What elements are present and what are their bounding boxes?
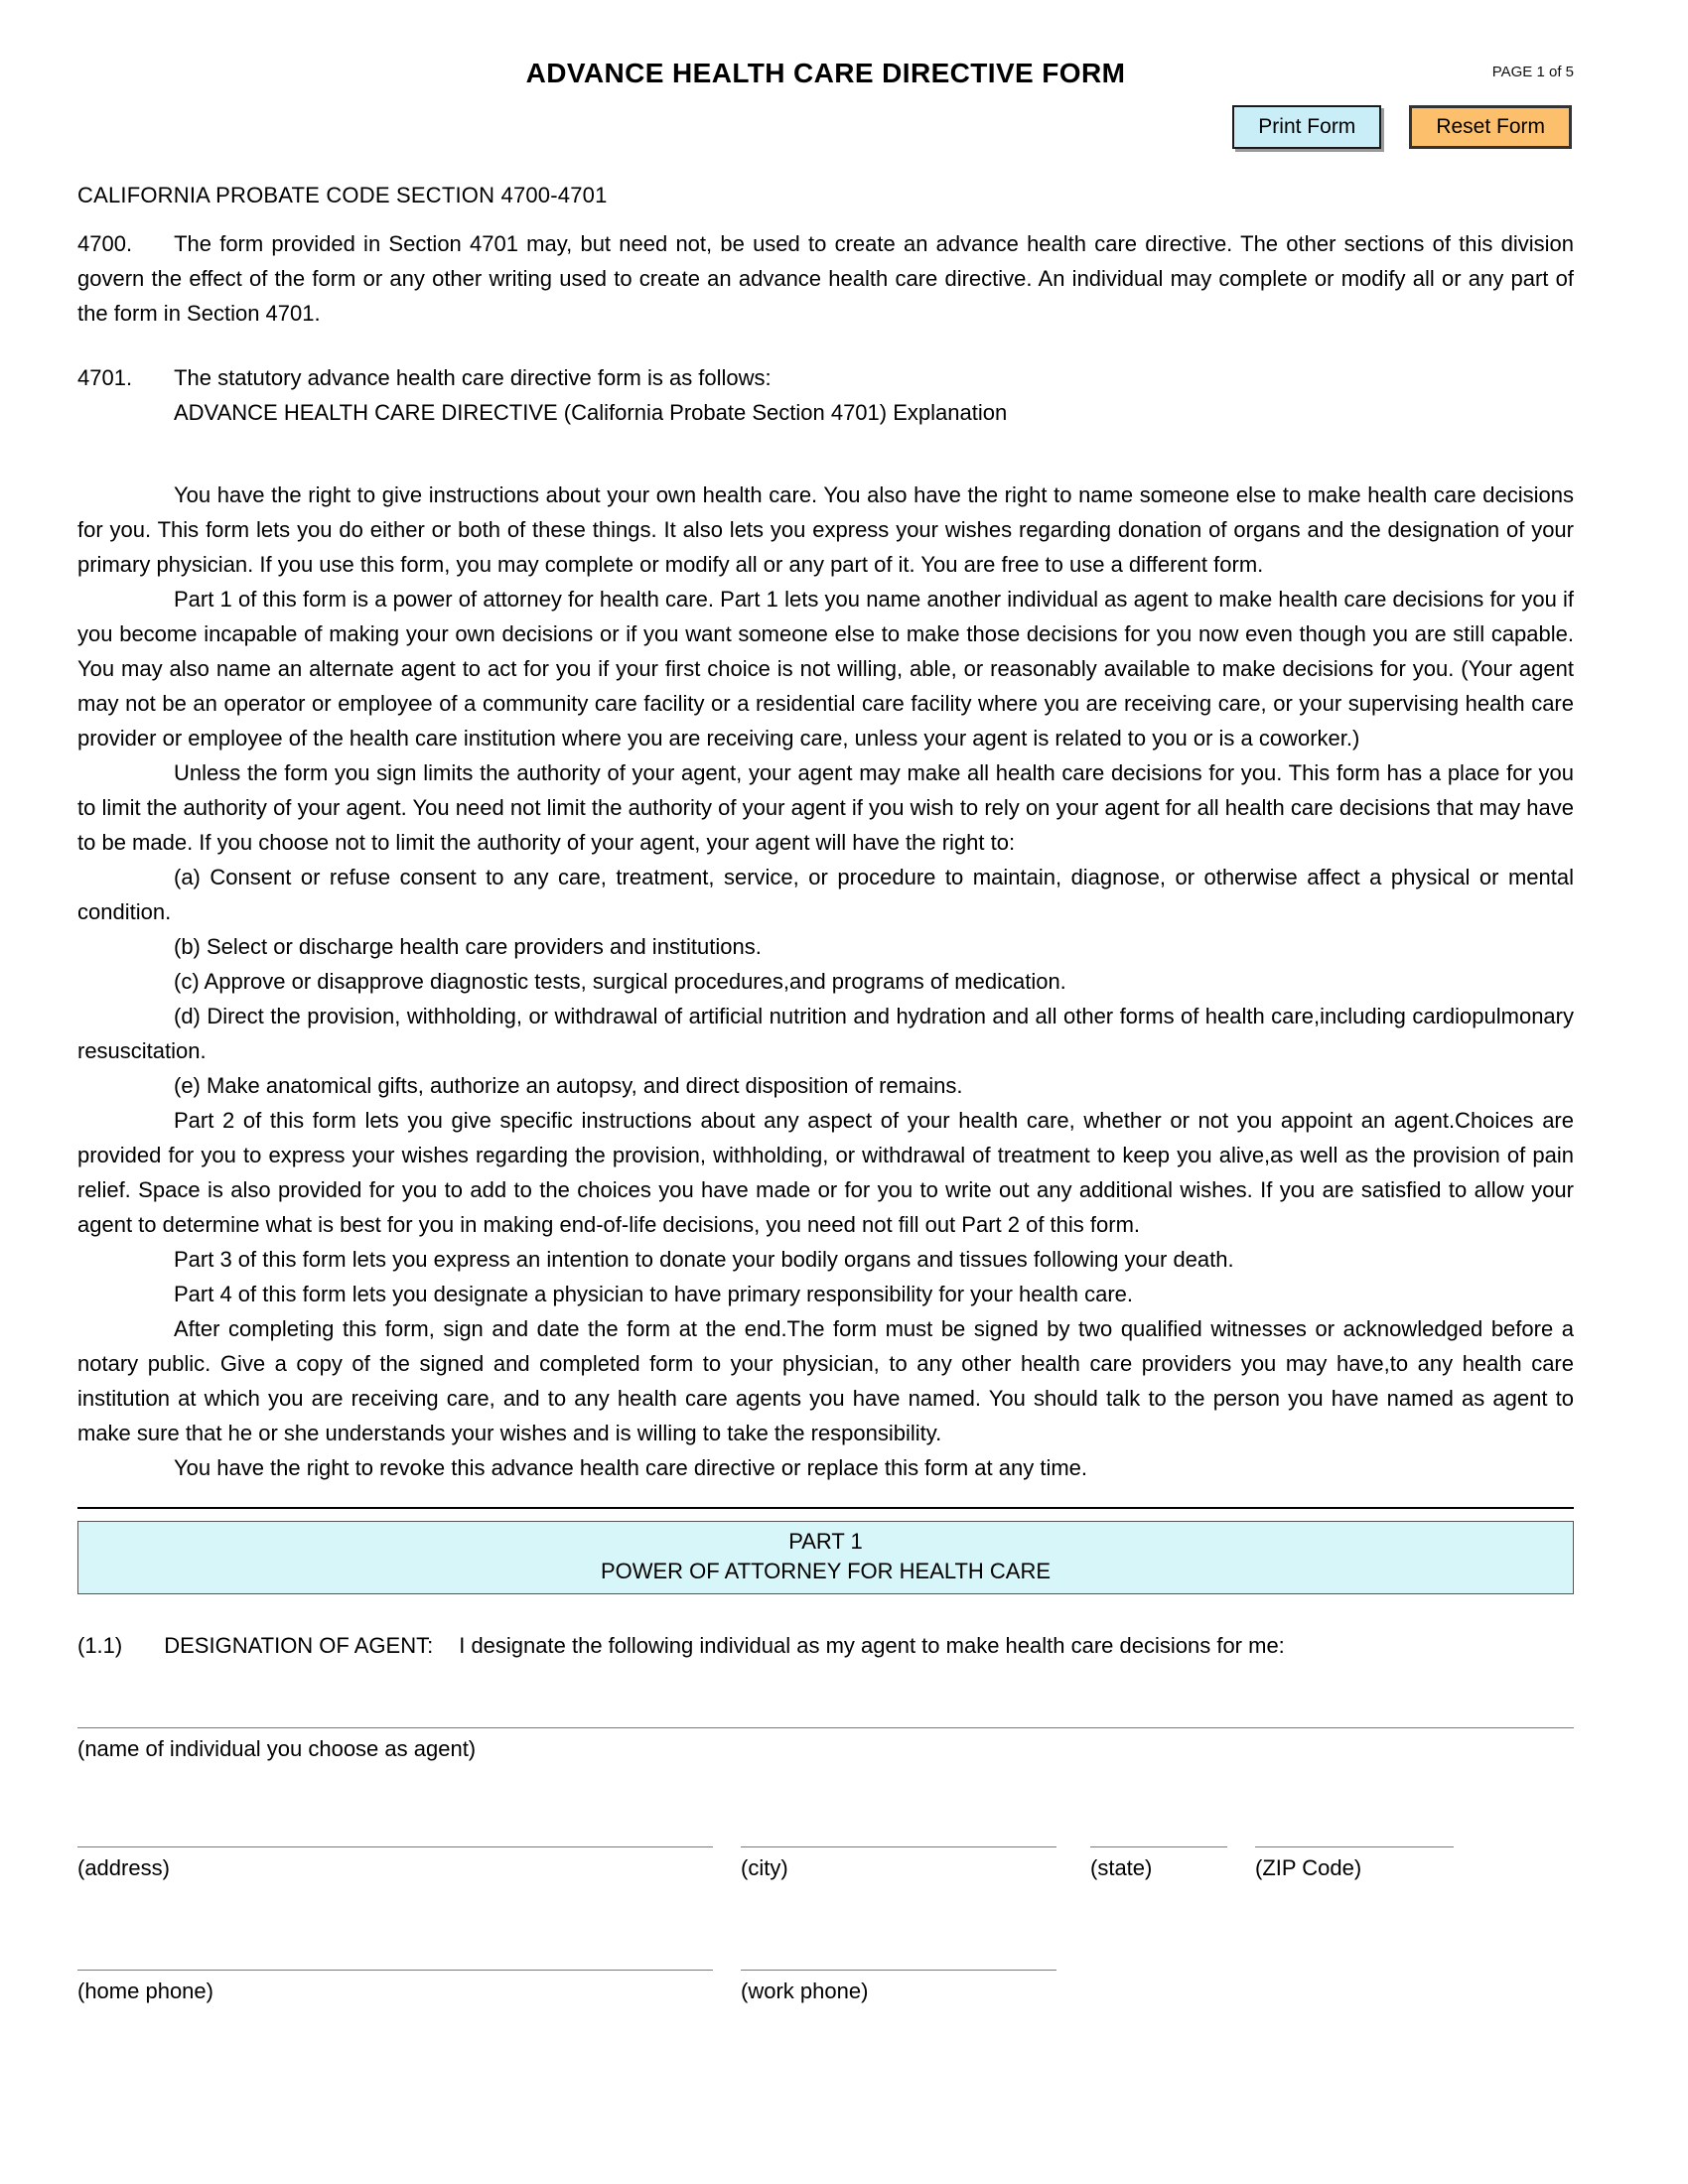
item-text: I designate the following individual as my agent to make health care decisions for me: [459,1633,1285,1658]
item-title: DESIGNATION OF AGENT: [164,1633,434,1658]
item-number: (1.1) [77,1633,123,1658]
home-phone-label: (home phone) [77,1979,213,2003]
home-phone-field [77,1931,713,2004]
explanation-paragraph-a: (a) Consent or refuse consent to any care, treatment, service, or procedure to maintain, diagnose, or otherwise affect a physical or mental condition. [77,865,1574,924]
section-divider [77,1507,1574,1509]
work-phone-input[interactable] [741,1931,1056,1971]
city-input[interactable] [741,1808,1056,1847]
explanation-paragraph: Unless the form you sign limits the authority of your agent, your agent may make all health care decisions for you. This form has a place for you to limit the authority of your agent. You need not limit the authority of your agent if you wish to rely on your agent for all health care decisions that may have to be made. If you choose not to limit the authority of your agent, your agent will have the right to: [77,760,1574,855]
section-4700-paragraph [77,226,1574,331]
zip-field [1255,1808,1454,1881]
state-field [1090,1808,1227,1881]
explanation-paragraph-e: (e) Make anatomical gifts, authorize an autopsy, and direct disposition of remains. [174,1073,963,1098]
section-4701-number: 4701. [77,365,133,390]
city-field [741,1808,1056,1881]
section-4701-paragraph [77,360,1574,395]
explanation-paragraph-b: (b) Select or discharge health care providers and institutions. [174,934,762,959]
city-label: (city) [741,1855,788,1880]
section-4701-text: The statutory advance health care directive form is as follows: [174,365,772,390]
agent-name-label: (name of individual you choose as agent) [77,1736,477,1761]
address-input[interactable] [77,1808,713,1847]
section-4701-subtext: ADVANCE HEALTH CARE DIRECTIVE (California Probate Section 4701) Explanation [174,400,1008,425]
work-phone-field [741,1931,1056,2004]
probate-code-heading: CALIFORNIA PROBATE CODE SECTION 4700-4701 [77,183,608,207]
agent-fields [77,1689,1574,2004]
zip-input[interactable] [1255,1808,1454,1847]
agent-phones-row [77,1931,1574,2004]
agent-name-field [77,1689,1574,1762]
state-label: (state) [1090,1855,1153,1880]
explanation-paragraph: After completing this form, sign and date the form at the end.The form must be signed by two qualified witnesses or acknowledged before a notary public. Give a copy of the signed and completed form to your physician, to any other health care providers you may have,to any health care institution at which you are receiving care, and to any health care agents you have named. You should talk to the person you have named as agent to make sure that he or she understands your wishes and is willing to take the responsibility. [77,1316,1574,1445]
explanation-paragraph-c: (c) Approve or disapprove diagnostic tests, surgical procedures,and programs of medication. [174,969,1066,994]
page-title: ADVANCE HEALTH CARE DIRECTIVE FORM [525,58,1126,88]
section-4700-text: The form provided in Section 4701 may, but need not, be used to create an advance health care directive. The other sections of this division govern the effect of the form or any other writing used to create an advance health care directive. An individual may complete or modify all or any part of the form in Section 4701. [77,231,1574,326]
agent-address-row [77,1808,1574,1881]
address-label: (address) [77,1855,170,1880]
form-header [77,58,1574,89]
explanation-paragraph: You have the right to give instructions about your own health care. You also have the right to name someone else to make health care decisions for you. This form lets you do either or both of these things. It also lets you express your wishes regarding donation of organs and the designation of your primary physician. If you use this form, you may complete or modify all or any part of it. You are free to use a different form. [77,482,1574,577]
work-phone-label: (work phone) [741,1979,869,2003]
address-field [77,1808,713,1881]
part1-banner-title: PART 1 [788,1529,863,1554]
state-input[interactable] [1090,1808,1227,1847]
explanation-paragraph: Part 4 of this form lets you designate a physician to have primary responsibility for your health care. [174,1282,1134,1306]
part1-banner-subtitle: POWER OF ATTORNEY FOR HEALTH CARE [600,1559,1052,1583]
part1-banner [77,1521,1574,1594]
home-phone-input[interactable] [77,1931,713,1971]
explanation-paragraph: Part 3 of this form lets you express an intention to donate your bodily organs and tissues following your death. [174,1247,1234,1272]
form-buttons [77,105,1572,149]
designation-of-agent-line [77,1628,1574,1663]
explanation-section [77,478,1574,1485]
print-form-button[interactable]: Print Form [1232,105,1381,149]
explanation-paragraph-d: (d) Direct the provision, withholding, or withdrawal of artificial nutrition and hydration and all other forms of health care,including cardiopulmonary resuscitation. [77,1004,1574,1063]
explanation-paragraph: You have the right to revoke this advance health care directive or replace this form at any time. [174,1455,1088,1480]
section-4700-number: 4700. [77,231,133,256]
agent-name-input[interactable] [77,1689,1574,1728]
reset-form-button[interactable]: Reset Form [1409,105,1572,149]
zip-label: (ZIP Code) [1255,1855,1362,1880]
section-4701-block [77,360,1574,430]
page-indicator: PAGE 1 of 5 [1491,64,1574,80]
explanation-paragraph: Part 2 of this form lets you give specific instructions about any aspect of your health care, whether or not you appoint an agent.Choices are provided for you to express your wishes regarding the provision, withholding, or withdrawal of treatment to keep you alive,as well as the provision of pain relief. Space is also provided for you to add to the choices you have made or for you to write out any additional wishes. If you are satisfied to allow your agent to determine what is best for you in making end-of-life decisions, you need not fill out Part 2 of this form. [77,1108,1574,1237]
explanation-paragraph: Part 1 of this form is a power of attorney for health care. Part 1 lets you name another individual as agent to make health care decisions for you if you become incapable of making your own decisions or if you want someone else to make those decisions for you now even though you are still capable. You may also name an alternate agent to act for you if your first choice is not willing, able, or reasonably available to make decisions for you. (Your agent may not be an operator or employee of a community care facility or a residential care facility where you are receiving care, or your supervising health care provider or employee of the health care institution where you are receiving care, unless your agent is related to you or is a coworker.) [77,587,1574,751]
